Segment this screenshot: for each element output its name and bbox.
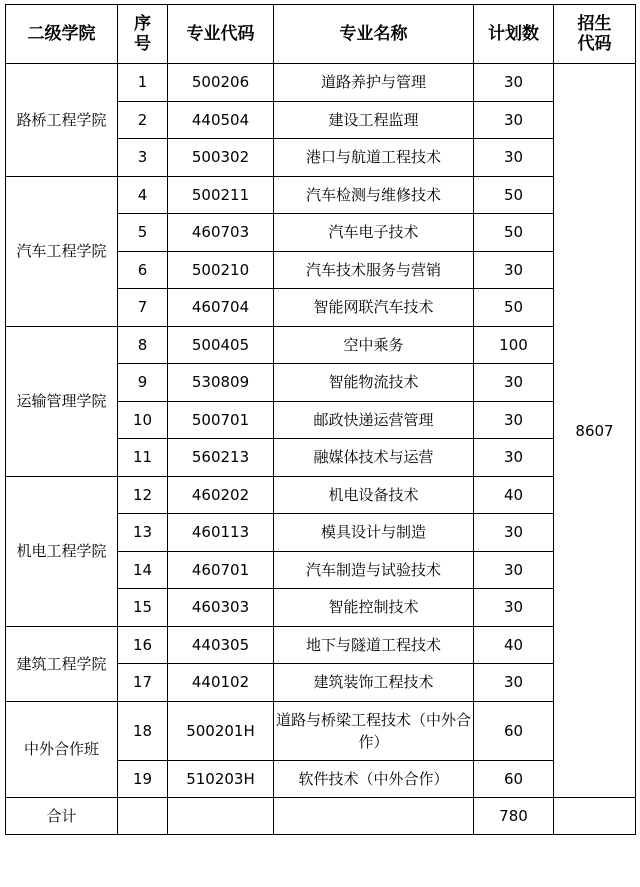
seq-cell: 5 bbox=[118, 214, 168, 252]
plan-cell: 30 bbox=[474, 551, 554, 589]
name-cell: 港口与航道工程技术 bbox=[274, 139, 474, 177]
seq-cell: 8 bbox=[118, 326, 168, 364]
name-cell: 邮政快递运营管理 bbox=[274, 401, 474, 439]
plan-cell: 30 bbox=[474, 439, 554, 477]
name-cell: 汽车电子技术 bbox=[274, 214, 474, 252]
college-cell: 机电工程学院 bbox=[6, 476, 118, 626]
seq-cell: 13 bbox=[118, 514, 168, 552]
code-cell: 460704 bbox=[168, 289, 274, 327]
seq-cell: 10 bbox=[118, 401, 168, 439]
table-row bbox=[6, 626, 636, 664]
enroll-code-cell: 8607 bbox=[554, 64, 636, 798]
plan-cell: 30 bbox=[474, 401, 554, 439]
seq-cell: 9 bbox=[118, 364, 168, 402]
seq-cell: 6 bbox=[118, 251, 168, 289]
header-plan: 计划数 bbox=[474, 5, 554, 64]
name-cell: 建设工程监理 bbox=[274, 101, 474, 139]
header-name: 专业名称 bbox=[274, 5, 474, 64]
name-cell: 机电设备技术 bbox=[274, 476, 474, 514]
plan-cell: 60 bbox=[474, 701, 554, 760]
code-cell: 500201H bbox=[168, 701, 274, 760]
code-cell: 460303 bbox=[168, 589, 274, 627]
seq-cell: 17 bbox=[118, 664, 168, 702]
name-cell: 模具设计与制造 bbox=[274, 514, 474, 552]
name-cell: 汽车制造与试验技术 bbox=[274, 551, 474, 589]
name-cell: 智能物流技术 bbox=[274, 364, 474, 402]
name-cell: 智能网联汽车技术 bbox=[274, 289, 474, 327]
plan-cell: 60 bbox=[474, 760, 554, 798]
name-cell: 智能控制技术 bbox=[274, 589, 474, 627]
code-cell: 500701 bbox=[168, 401, 274, 439]
plan-cell: 50 bbox=[474, 214, 554, 252]
code-cell: 460202 bbox=[168, 476, 274, 514]
header-college: 二级学院 bbox=[6, 5, 118, 64]
table-row bbox=[6, 176, 636, 214]
plan-cell: 30 bbox=[474, 251, 554, 289]
table-row bbox=[6, 326, 636, 364]
total-row bbox=[6, 798, 636, 835]
total-seq-cell bbox=[118, 798, 168, 835]
code-cell: 440102 bbox=[168, 664, 274, 702]
name-cell: 汽车检测与维修技术 bbox=[274, 176, 474, 214]
college-cell: 路桥工程学院 bbox=[6, 64, 118, 177]
name-cell: 地下与隧道工程技术 bbox=[274, 626, 474, 664]
plan-cell: 50 bbox=[474, 289, 554, 327]
seq-cell: 16 bbox=[118, 626, 168, 664]
plan-cell: 30 bbox=[474, 364, 554, 402]
name-cell: 建筑装饰工程技术 bbox=[274, 664, 474, 702]
total-plan-cell: 780 bbox=[474, 798, 554, 835]
plan-cell: 50 bbox=[474, 176, 554, 214]
college-cell: 运输管理学院 bbox=[6, 326, 118, 476]
total-code-cell bbox=[168, 798, 274, 835]
enrollment-plan-table bbox=[5, 4, 636, 835]
total-name-cell bbox=[274, 798, 474, 835]
seq-cell: 1 bbox=[118, 64, 168, 102]
code-cell: 460701 bbox=[168, 551, 274, 589]
code-cell: 510203H bbox=[168, 760, 274, 798]
seq-cell: 11 bbox=[118, 439, 168, 477]
code-cell: 500210 bbox=[168, 251, 274, 289]
code-cell: 500302 bbox=[168, 139, 274, 177]
name-cell: 空中乘务 bbox=[274, 326, 474, 364]
plan-cell: 40 bbox=[474, 476, 554, 514]
seq-cell: 2 bbox=[118, 101, 168, 139]
name-cell: 软件技术（中外合作） bbox=[274, 760, 474, 798]
header-enroll-code-text: 招生代码 bbox=[577, 14, 612, 54]
header-enroll-code bbox=[554, 5, 636, 64]
header-code: 专业代码 bbox=[168, 5, 274, 64]
table-row bbox=[6, 476, 636, 514]
plan-cell: 100 bbox=[474, 326, 554, 364]
college-cell: 建筑工程学院 bbox=[6, 626, 118, 701]
name-cell: 道路养护与管理 bbox=[274, 64, 474, 102]
table-row bbox=[6, 701, 636, 760]
seq-cell: 3 bbox=[118, 139, 168, 177]
seq-cell: 18 bbox=[118, 701, 168, 760]
plan-cell: 30 bbox=[474, 514, 554, 552]
plan-cell: 30 bbox=[474, 139, 554, 177]
code-cell: 460703 bbox=[168, 214, 274, 252]
header-seq bbox=[118, 5, 168, 64]
plan-cell: 40 bbox=[474, 626, 554, 664]
seq-cell: 7 bbox=[118, 289, 168, 327]
seq-cell: 14 bbox=[118, 551, 168, 589]
table-row bbox=[6, 64, 636, 102]
seq-cell: 19 bbox=[118, 760, 168, 798]
plan-cell: 30 bbox=[474, 64, 554, 102]
college-cell: 中外合作班 bbox=[6, 701, 118, 798]
header-row bbox=[6, 5, 636, 64]
plan-cell: 30 bbox=[474, 664, 554, 702]
name-cell: 道路与桥梁工程技术（中外合作） bbox=[274, 701, 474, 760]
code-cell: 530809 bbox=[168, 364, 274, 402]
code-cell: 440504 bbox=[168, 101, 274, 139]
code-cell: 460113 bbox=[168, 514, 274, 552]
plan-cell: 30 bbox=[474, 589, 554, 627]
college-cell: 汽车工程学院 bbox=[6, 176, 118, 326]
code-cell: 500211 bbox=[168, 176, 274, 214]
code-cell: 500405 bbox=[168, 326, 274, 364]
name-cell: 汽车技术服务与营销 bbox=[274, 251, 474, 289]
code-cell: 560213 bbox=[168, 439, 274, 477]
total-label-cell: 合计 bbox=[6, 798, 118, 835]
seq-cell: 15 bbox=[118, 589, 168, 627]
name-cell: 融媒体技术与运营 bbox=[274, 439, 474, 477]
table-body bbox=[6, 5, 636, 835]
code-cell: 500206 bbox=[168, 64, 274, 102]
seq-cell: 4 bbox=[118, 176, 168, 214]
code-cell: 440305 bbox=[168, 626, 274, 664]
plan-cell: 30 bbox=[474, 101, 554, 139]
seq-cell: 12 bbox=[118, 476, 168, 514]
total-enroll-cell bbox=[554, 798, 636, 835]
header-seq-text: 序号 bbox=[134, 14, 151, 54]
